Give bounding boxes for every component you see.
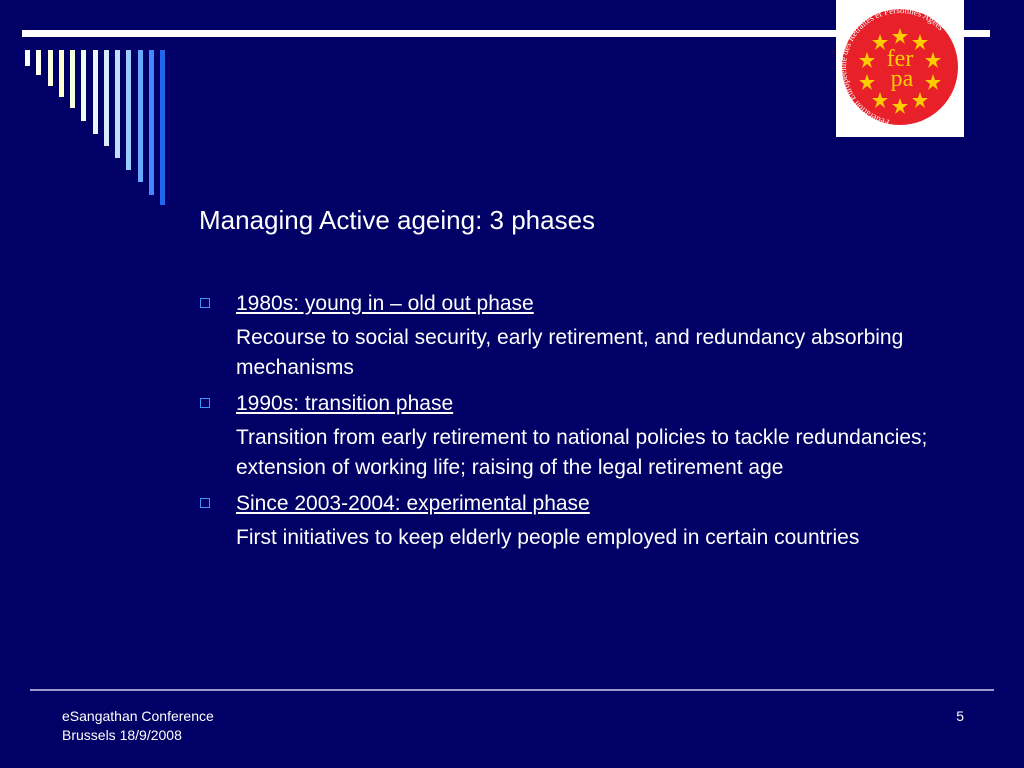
footer-conference: eSangathan Conference — [62, 708, 214, 724]
bullet-description: First initiatives to keep elderly people employed in certain countries — [236, 526, 860, 549]
bullet-item — [198, 389, 968, 419]
ferpa-logo — [836, 0, 964, 137]
bullet-description: Recourse to social security, early retirement, and redundancy absorbing mechanisms — [236, 326, 904, 379]
hollow-square-icon — [200, 398, 210, 408]
bullet-description: Transition from early retirement to national policies to tackle redundancies; extension of working life; raising of the legal retirement age — [236, 426, 928, 479]
footer-info — [62, 707, 214, 745]
hollow-square-icon — [200, 298, 210, 308]
bullet-item — [198, 489, 968, 519]
logo-ring-text: Fédération Européenne des Retraités et Personnes Agées — [838, 4, 947, 128]
footer-location-date: Brussels 18/9/2008 — [62, 727, 182, 743]
bullet-heading: Since 2003-2004: experimental phase — [236, 492, 590, 515]
page-number: 5 — [956, 708, 964, 724]
slide-title: Managing Active ageing: 3 phases — [199, 205, 596, 235]
svg-text:pa: pa — [890, 66, 914, 92]
decorative-stripes — [0, 0, 180, 220]
bullet-item — [198, 289, 968, 319]
bullet-heading: 1980s: young in – old out phase — [236, 292, 534, 315]
bullet-heading: 1990s: transition phase — [236, 392, 454, 415]
footer-rule — [30, 689, 994, 691]
svg-text:fer: fer — [886, 46, 914, 72]
hollow-square-icon — [200, 498, 210, 508]
ferpa-logo-icon — [836, 0, 964, 137]
bullet-list — [198, 289, 968, 559]
